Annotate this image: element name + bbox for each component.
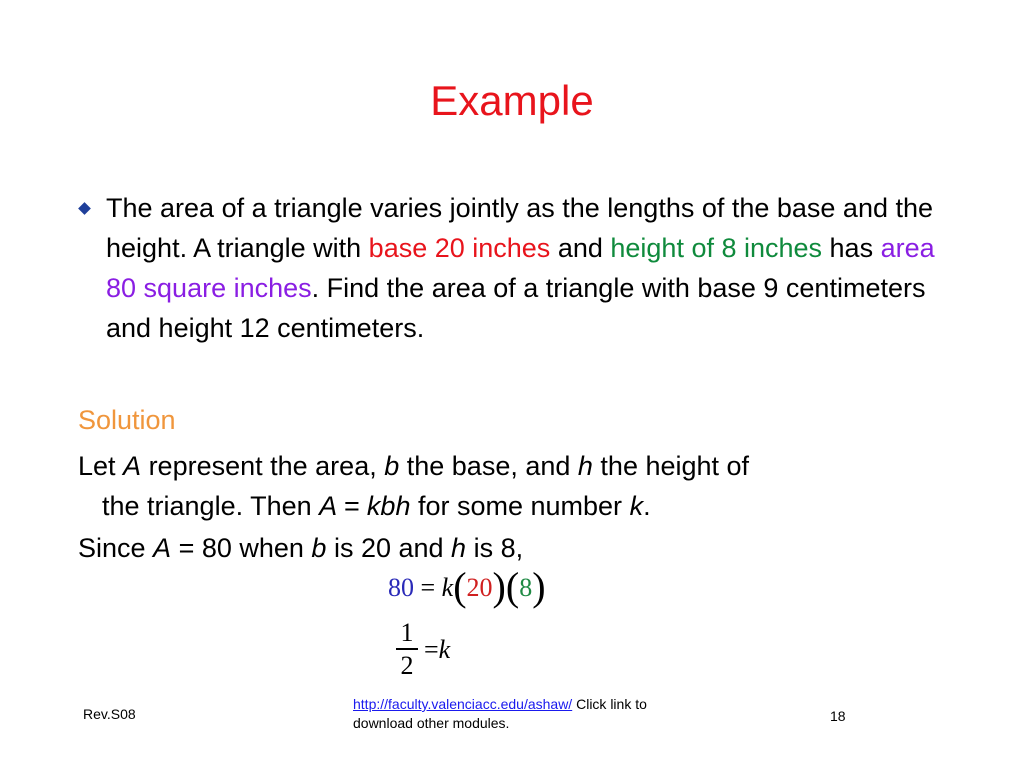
var-h: h [577,451,593,481]
var-k: k [629,491,644,521]
eq1-lparen-1: ( [453,564,467,609]
problem-text-3: has [822,233,881,263]
fraction-one-half [396,618,418,682]
since-text-2: = 80 when [171,533,312,563]
let-text-4: the height of [592,451,750,481]
since-var-b: b [311,533,327,563]
modules-link[interactable]: http://faculty.valenciacc.edu/ashaw/ [353,696,573,712]
page-number: 18 [830,708,846,724]
fraction-numerator: 1 [400,618,414,647]
solution-heading: Solution [78,405,176,435]
let-text-3: the base, and [399,451,578,481]
since-var-h: h [451,533,467,563]
var-b: b [384,451,400,481]
variation-equation: A = kbh [319,491,411,521]
eq1-rparen-1: ) [492,564,506,609]
problem-paragraph [106,188,956,348]
area-highlight: area 80 square inches [106,233,935,303]
problem-text-2: and [550,233,611,263]
eq1-k: k [441,573,454,602]
since-text-3: is 20 and [326,533,452,563]
eq1-equals: = [414,573,442,602]
since-paragraph [78,528,948,568]
var-A: A [123,451,142,481]
let-text-1: Let [78,451,124,481]
footer-link-block [353,695,683,733]
eq2-k: k [438,635,451,664]
let-text-6: for some number [410,491,630,521]
since-text-4: is 8, [466,533,524,563]
eq2-equals: = [424,635,439,664]
eq1-height-value: 8 [519,573,533,602]
slide-title: Example [430,77,594,124]
let-paragraph [78,446,948,526]
base-highlight: base 20 inches [368,233,551,263]
height-highlight: height of 8 inches [610,233,823,263]
link-caption: Click link to download other modules. [353,696,647,731]
equation-solution [396,618,450,682]
let-continuation [78,486,948,526]
eq1-lhs: 80 [388,573,414,602]
let-text-2: represent the area, [141,451,385,481]
equation-substitution [388,563,546,610]
fraction-denominator: 2 [400,651,414,680]
problem-text-1: The area of a triangle varies jointly as the lengths of the base and the height. A triangle with [106,193,934,263]
eq1-rparen-2: ) [532,564,546,609]
since-text-1: Since [78,533,154,563]
eq1-base-value: 20 [466,573,493,602]
eq1-lparen-2: ( [505,564,520,609]
problem-text-4: . Find the area of a triangle with base 9 centimeters and height 12 centimeters. [106,273,926,343]
let-text-5: the triangle. Then [102,491,320,521]
bullet-diamond-icon [78,202,91,215]
let-text-7: . [643,491,651,521]
revision-label: Rev.S08 [83,706,136,722]
since-var-A: A [153,533,172,563]
